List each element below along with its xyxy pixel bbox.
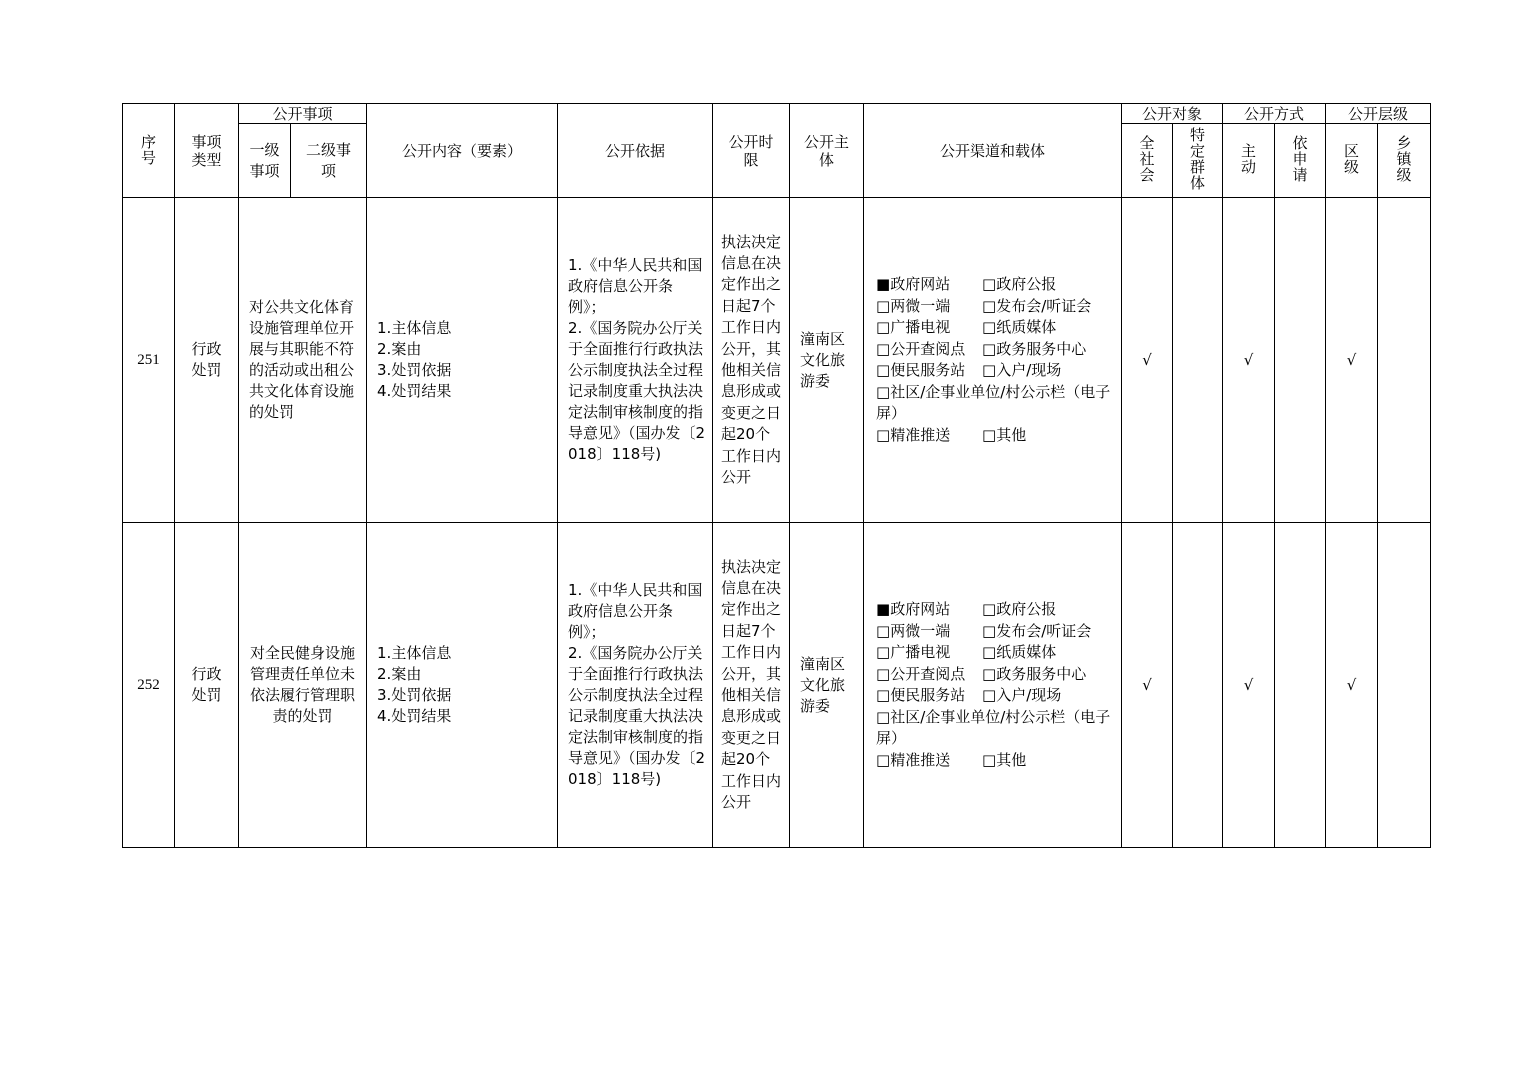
table-row (123, 198, 1431, 523)
row-time-limit: 执法决定信息在决定作出之日起7个工作日内公开，其他相关信息形成或变更之日起20个工作日内公开 (713, 523, 790, 848)
row-level-town (1378, 198, 1431, 523)
content-line: 3.处罚依据 (377, 686, 452, 704)
channel-option: □其他 (982, 425, 1027, 444)
basis-line: 2.《国务院办公厅关于全面推行行政执法公示制度执法全过程记录制度重大执法决定法制审核制度的指导意见》（国办发〔2018〕118号) (568, 319, 706, 463)
header-seq: 序号 (123, 104, 175, 198)
header-content: 公开内容（要素） (367, 104, 558, 198)
row-subject: 潼南区文化旅游委 (790, 523, 864, 848)
header-target-group: 公开对象 (1122, 104, 1223, 124)
header-level-town: 乡镇级 (1378, 124, 1431, 198)
header-basis: 公开依据 (558, 104, 713, 198)
basis-line: 1.《中华人民共和国政府信息公开条例》； (568, 581, 703, 641)
header-method-active: 主动 (1223, 124, 1275, 198)
content-line: 2.案由 (377, 340, 422, 358)
row-basis (558, 198, 713, 523)
row-level-district: √ (1326, 198, 1378, 523)
content-line: 1.主体信息 (377, 644, 452, 662)
content-line: 4.处罚结果 (377, 707, 452, 725)
header-subject: 公开主体 (790, 104, 864, 198)
channel-option: □发布会/听证会 (982, 296, 1092, 315)
channel-option: □精准推送 (876, 425, 951, 444)
header-level-district: 区级 (1326, 124, 1378, 198)
row-target-specific (1173, 523, 1223, 848)
channel-option: □政府公报 (982, 600, 1057, 618)
row-channels (864, 198, 1122, 523)
channel-option: □政府公报 (982, 275, 1057, 293)
header-level2: 二级事项 (291, 124, 367, 198)
channel-option: □其他 (982, 750, 1027, 769)
channel-option: □发布会/听证会 (982, 621, 1092, 640)
row-content (367, 523, 558, 848)
basis-line: 1.《中华人民共和国政府信息公开条例》； (568, 256, 703, 316)
header-time-limit: 公开时限 (713, 104, 790, 198)
row-item: 对公共文化体育设施管理单位开展与其职能不符的活动或出租公共文化体育设施的处罚 (239, 198, 367, 523)
row-subject: 潼南区文化旅游委 (790, 198, 864, 523)
table-row (123, 523, 1431, 848)
content-line: 3.处罚依据 (377, 361, 452, 379)
row-target-all: √ (1122, 523, 1173, 848)
row-target-all: √ (1122, 198, 1173, 523)
row-seq: 251 (123, 198, 175, 523)
row-level-town (1378, 523, 1431, 848)
header-method-group: 公开方式 (1223, 104, 1326, 124)
channel-option: □社区/企事业单位/村公示栏（电子屏） (876, 382, 1111, 422)
channel-option: □广播电视 (876, 643, 951, 661)
content-line: 4.处罚结果 (377, 382, 452, 400)
row-method-apply (1275, 198, 1326, 523)
content-line: 1.主体信息 (377, 319, 452, 337)
row-channels (864, 523, 1122, 848)
channel-option: ■政府网站 (876, 600, 951, 618)
channel-option: ■政府网站 (876, 275, 951, 293)
channel-option: □便民服务站 (876, 686, 966, 704)
row-method-active: √ (1223, 198, 1275, 523)
header-method-apply: 依申请 (1275, 124, 1326, 198)
channel-option: □入户/现场 (982, 686, 1062, 704)
row-basis (558, 523, 713, 848)
header-level-group: 公开层级 (1326, 104, 1431, 124)
channel-option: □公开查阅点 (876, 664, 966, 683)
channel-option: □公开查阅点 (876, 339, 966, 358)
header-public-items: 公开事项 (239, 104, 367, 124)
row-seq: 252 (123, 523, 175, 848)
disclosure-table (122, 103, 1431, 848)
header-channels: 公开渠道和载体 (864, 104, 1122, 198)
channel-option: □两微一端 (876, 296, 951, 315)
header-type: 事项类型 (175, 104, 239, 198)
row-content (367, 198, 558, 523)
row-target-specific (1173, 198, 1223, 523)
channel-option: □社区/企事业单位/村公示栏（电子屏） (876, 707, 1111, 747)
row-type: 行政处罚 (175, 523, 239, 848)
channel-option: □纸质媒体 (982, 318, 1057, 336)
channel-option: □两微一端 (876, 621, 951, 640)
channel-option: □政务服务中心 (982, 339, 1087, 358)
header-target-specific: 特定群体 (1173, 124, 1223, 198)
row-level-district: √ (1326, 523, 1378, 848)
header-level1: 一级事项 (239, 124, 291, 198)
row-method-active: √ (1223, 523, 1275, 848)
row-time-limit: 执法决定信息在决定作出之日起7个工作日内公开，其他相关信息形成或变更之日起20个工作日内公开 (713, 198, 790, 523)
channel-option: □便民服务站 (876, 361, 966, 379)
channel-option: □广播电视 (876, 318, 951, 336)
basis-line: 2.《国务院办公厅关于全面推行行政执法公示制度执法全过程记录制度重大执法决定法制审核制度的指导意见》（国办发〔2018〕118号) (568, 644, 706, 788)
channel-option: □纸质媒体 (982, 643, 1057, 661)
header-target-all: 全社会 (1122, 124, 1173, 198)
row-type: 行政处罚 (175, 198, 239, 523)
channel-option: □政务服务中心 (982, 664, 1087, 683)
row-item: 对全民健身设施管理责任单位未依法履行管理职责的处罚 (239, 523, 367, 848)
row-method-apply (1275, 523, 1326, 848)
content-line: 2.案由 (377, 665, 422, 683)
channel-option: □入户/现场 (982, 361, 1062, 379)
channel-option: □精准推送 (876, 750, 951, 769)
